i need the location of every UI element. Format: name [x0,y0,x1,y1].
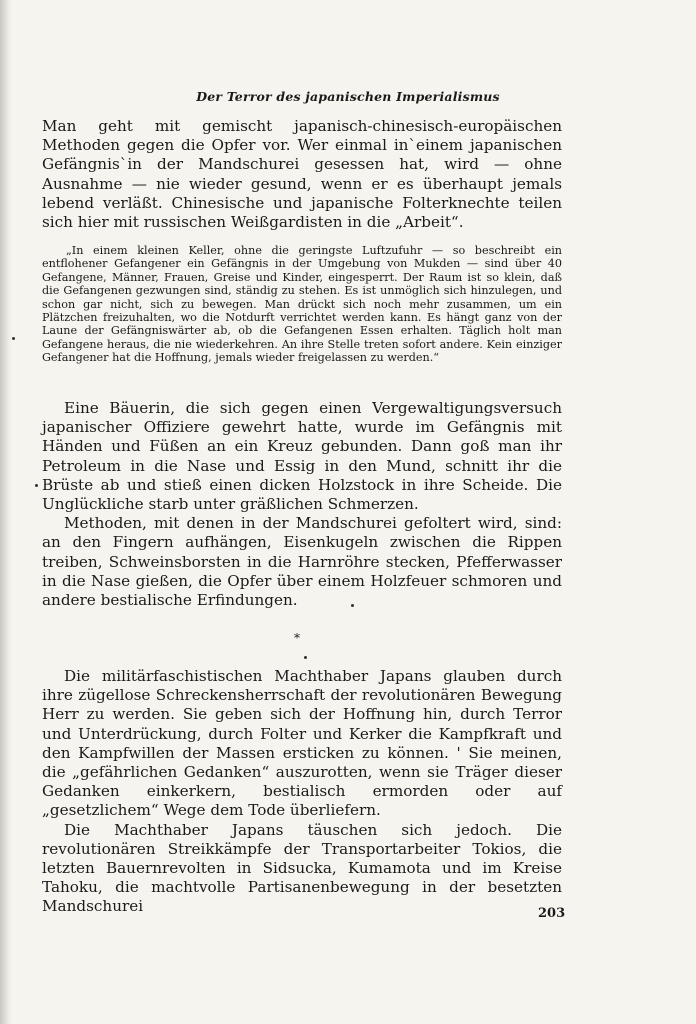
quoted-testimony: „In einem kleinen Keller, ohne die geringste Luftzufuhr — so beschreibt ein entflohener Gefangener ein Gefängnis in der Umgebung von Mukden — sind über 40 Gefangene, Männer, Frauen, Greise und Kinder, eingesperrt. Der Raum ist so klein, daß die Gefangenen gezwungen sind, ständig zu stehen. Es ist unmöglich sich hinzulegen, und schon gar nicht, sich zu bewegen. Man drückt sich noch mehr zusammen, um ein Plätzchen freizuhalten, wo die Notdurft verrichtet werden kann. Es hängt ganz von der Laune der Gefängniswärter ab, ob die Gefangenen Essen erhalten. Täglich holt man Gefangene heraus, die nie wiederkehren. An ihre Stelle treten sofort andere. Kein einziger Gefangener hat die Hoffnung, jemals wieder freigelassen zu werden.“ [42,244,562,365]
paragraph-5: Die Machthaber Japans täuschen sich jedoch. Die revolutionären Streikkämpfe der Transportarbeiter Tokios, die letzten Bauernrevolten in Sidsucka, Kumamota und im Kreise Tahoku, die machtvolle Partisanenbewegung in der besetzten Mandschurei [42,820,562,916]
page-number: 203 [538,906,566,921]
running-title: Der Terror des japanischen Imperialismus [196,89,500,104]
print-speck [35,484,38,487]
print-speck [304,656,307,659]
paragraph-1-block [42,117,562,232]
paragraph-1: Man geht mit gemischt japanisch-chinesisch-europäischen Methoden gegen die Opfer vor. Wer einmal in`einem japanischen Gefängnis`in der Mandschurei gesessen hat, wird — ohne Ausnahme — nie wieder gesund, wenn er es überhaupt jemals lebend verläßt. Chinesische und japanische Folterknechte teilen sich hier mit russischen Weißgardisten in die „Arbeit“. [42,117,562,232]
paragraph-2-block [42,399,562,610]
binding-shadow [0,0,12,1024]
paragraph-4: Die militärfaschistischen Machthaber Japans glauben durch ihre zügellose Schreckensherrschaft der revolutionären Bewegung Herr zu werden. Sie geben sich der Hoffnung hin, durch Terror und Unterdrückung, durch Folter und Kerker die Kampfkraft und den Kampfwillen der Massen ersticken zu können. ' Sie meinen, die „gefährlichen Gedanken“ auszurotten, wenn sie Träger dieser Gedanken einkerkern, bestialisch ermorden oder auf „gesetzlichem“ Wege dem Tode überliefern. [42,667,562,820]
quote-block [42,244,562,365]
section-separator: * [294,631,300,645]
paragraph-3: Methoden, mit denen in der Mandschurei gefoltert wird, sind: an den Fingern aufhängen, Eisenkugeln zwischen die Rippen treiben, Schweinsborsten in die Harnröhre stecken, Pfefferwasser in die Nase gießen, die Opfer über einem Holzfeuer schmoren und andere bestialische Erfindungen. [42,514,562,610]
print-speck [12,337,15,340]
paragraph-2: Eine Bäuerin, die sich gegen einen Vergewaltigungsversuch japanischer Offiziere gewehrt hatte, wurde im Gefängnis mit Händen und Füßen an ein Kreuz gebunden. Dann goß man ihr Petroleum in die Nase und Essig in den Mund, schnitt ihr die Brüste ab und stieß einen dicken Holzstock in ihre Scheide. Die Unglückliche starb unter gräßlichen Schmerzen. [42,399,562,514]
print-speck [351,604,354,607]
paragraph-4-block [42,667,562,917]
